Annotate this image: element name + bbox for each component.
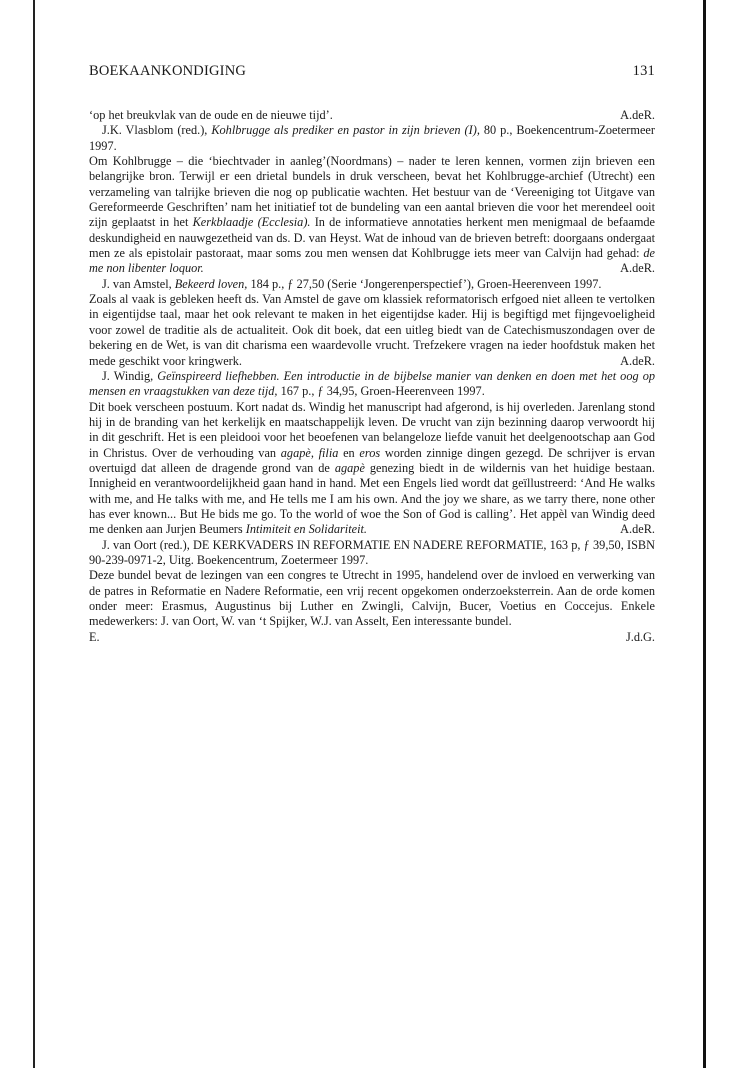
review-body: Deze bundel bevat de lezingen van een congres te Utrecht in 1995, handelend over de invloed en verwerking van de patres in Reformatie en Nadere Reformatie, een vrij recent opgekomen onderzoeksterrein. Aan de orde komen onder meer: Erasmus, Augustinus bij Luther en Zwingli, Calvijn, Bucer, Voetius en Coccejus. Enkele medewerkers: J. van Oort, W. van ‘t Spijker, W.J. van Asselt, Een interessante bundel.: [89, 568, 655, 629]
section-title: BOEKAANKONDIGING: [89, 63, 247, 79]
signature: A.deR.: [620, 353, 655, 368]
review-citation: J. van Amstel, Bekeerd loven, 184 p., ƒ 27,50 (Serie ‘Jongerenperspectief’), Groen-Heerenveen 1997.: [102, 276, 602, 291]
review-body: Dit boek verscheen postuum. Kort nadat ds. Windig het manuscript had afgerond, is hij overleden. Jarenlang stond hij in de branding van het kerkelijk en maatschappelijk leven. De vrucht van zijn bezinning daarop verwoordt hij in dit geschrift. Het is een pleidooi voor het beoefenen van belangeloze liefde vanuit het deelgenootschap aan God in Christus. Over de verhouding van agapè, filia en eros worden zinnige dingen gezegd. De schrijver is ervan overtuigd dat alleen de dragende grond van de agapè genezing biedt in de wildernis van het huidige bestaan. Innigheid en verantwoordelijkheid gaan hand in hand. Met een Engels lied wordt dat geïllustreerd: ‘And He walks with me, and He talks with me, and He tells me I am his own. And the joy we share, as we tarry there, none other has ever known... But He bids me go. To the world of woe the Son of God is calling’. Het appèl van Windig deed me denken aan Jurjen Beumers Intimiteit en Solidariteit. A.deR.: [89, 399, 655, 537]
book-title: Geïnspireerd liefhebben. Een introductie in de bijbelse manier van denken en doen met het oog op mensen en vraagstukken van deze tijd,: [89, 368, 655, 399]
book-title: Intimiteit en Solidariteit.: [245, 522, 367, 537]
review-citation: J. van Oort (red.), DE KERKVADERS IN REFORMATIE EN NADERE REFORMATIE, 163 p, ƒ 39,50, ISBN 90-239-0971-2, Uitg. Boekencentrum, Zoetermeer 1997.: [89, 537, 655, 567]
opening-text: ‘op het breukvlak van de oude en de nieuwe tijd’.: [89, 108, 333, 122]
signature: A.deR.: [620, 108, 655, 122]
review-body: Zoals al vaak is gebleken heeft ds. Van Amstel de gave om klassiek reformatorisch erfgoed niet alleen te vertolken in eigentijdse taal, maar het ook relevant te maken in het eigentijdse kader. Hij is begiftigd met fijngevoeligheid voor zowel de traditie als de actualiteit. Ook dit boek, dat een uitleg biedt van de Catechismuszondagen over de bekering en de Wet, is van dit charisma een waardevolle vrucht. Trefzekere vragen na ieder hoofdstuk maken het mede geschikt voor kringwerk. A.deR.: [89, 292, 655, 368]
signature: J.d.G.: [625, 629, 655, 644]
latin-quote: de me non libenter loquor.: [89, 246, 655, 276]
left-margin-rule: [33, 0, 35, 1068]
closing-line: [89, 630, 655, 645]
review-column: [89, 108, 655, 645]
closing-letter: E.: [89, 629, 100, 644]
book-title: Kohlbrugge als prediker en pastor in zijn brieven (I),: [211, 123, 480, 138]
review-body: Om Kohlbrugge – die ‘biechtvader in aanleg’(Noordmans) – nader te leren kennen, vormen zijn brieven een belangrijke bron. Terwijl er een drietal bundels in druk verscheen, bevat het Kohlbrugge-archief (Utrecht) een verzameling van talrijke brieven die nog op publicatie wachten. Het bestuur van de ‘Vereeniging tot Uitgave van Gereformeerde Geschriften’ nam het initiatief tot de bundeling van een aantal brieven die voor het merendeel ooit zijn geplaatst in het Kerkblaadje (Ecclesia). In de informatieve annotaties herkent men menigmaal de befaamde deskundigheid en nauwgezetheid van ds. D. van Heyst. Wat de inhoud van de brieven betreft: doorgaans ondergaat men ze als epistolair pastoraat, maar soms zou men wensen dat Kohlbrugge iets meer van Calvijn had gehad: de me non libenter loquor. A.deR.: [89, 154, 655, 276]
running-header: [89, 63, 655, 80]
review-citation: J. Windig, Geïnspireerd liefhebben. Een introductie in de bijbelse manier van denken en doen met het oog op mensen en vraagstukken van deze tijd, 167 p., ƒ 34,95, Groen-Heerenveen 1997.: [89, 368, 655, 399]
page-number: 131: [632, 63, 655, 79]
signature: A.deR.: [620, 522, 655, 537]
signature: A.deR.: [620, 261, 655, 276]
review-citation: J.K. Vlasblom (red.), Kohlbrugge als prediker en pastor in zijn brieven (I), 80 p., Boekencentrum-Zoetermeer 1997.: [89, 123, 655, 153]
opening-fragment: [89, 108, 655, 123]
journal-title: Kerkblaadje (Ecclesia).: [192, 215, 311, 230]
right-margin-rule: [703, 0, 706, 1068]
book-title: Bekeerd loven,: [174, 276, 248, 291]
